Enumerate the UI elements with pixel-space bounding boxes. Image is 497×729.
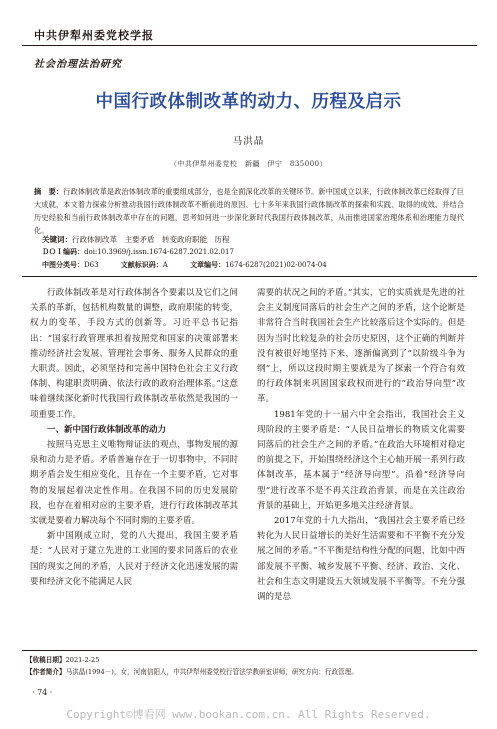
- clc-label: 中图分类号：: [42, 260, 84, 269]
- doi-label: ＤＯＩ编码：: [42, 247, 84, 256]
- body-paragraph: 需要的状况之间的矛盾。”其实，它的实质就是先进的社会主义制度同落后的社会生产之间的矛盾，这个论断是非常符合当时我国社会生产比较落后这个实际的。但是因为当时比较复杂的社会历史原因，这个正确的判断并没有被很好地坚持下来，逐渐偏离到了“以阶级斗争为纲”上，所以这段时期主要就是为了探索一个符合有效的行政体制来巩固国家政权而进行的“政治导向型”改革。: [257, 288, 465, 405]
- doi-value: doi:10.3969/j.issn.1674-6287.2021.02.017: [84, 248, 234, 256]
- journal-name: 中共伊犁州委党校学报: [34, 29, 154, 42]
- doc-code-label: 文献标识码：: [120, 260, 163, 269]
- abstract-rule: [22, 276, 477, 277]
- keywords-text: 行政体制改革 主要矛盾 转变政府职能 历程: [72, 235, 230, 244]
- author-bio-label: 【作者简介】: [26, 668, 66, 676]
- body-paragraph: 按照马克思主义唯物辩证法的观点，事物发展的源泉和动力是矛盾。矛盾普遍存在于一切事物中，不同时期矛盾会发生相应变化，且存在一个主要矛盾，它对事物的发展起着决定性作用。在我国不同的历史发展阶段，也存在着相对应的主要矛盾，进行行政体制改革其实就是要着力解决每个不同时期的主要矛盾。: [30, 440, 238, 527]
- author-name: 马洪晶: [232, 136, 265, 147]
- watermark: Copyright©博看网 www.bookan.com.cn. All Rights Reserved.: [66, 708, 431, 721]
- body-paragraph: 1981年党的十一届六中全会指出，我国社会主义现阶段的主要矛盾是：“人民日益增长的物质文化需要同落后的社会生产之间的矛盾。”在政治大环境相对稳定的前提之下，开始围绕经济这个主心轴开展一系列行政体制改革，基本属于“经济导向型”。沿着“经济导向型”进行改革不是不再关注政治背景，而是在关注政治背景的基础上，开始更多地关注经济背景。: [257, 409, 465, 511]
- footnote-author: [26, 667, 358, 678]
- classification-line: [42, 260, 347, 270]
- footnote-received: [26, 655, 99, 666]
- article-no-value: 1674-6287(2021)02-0074-04: [225, 261, 327, 269]
- body-paragraph: 2017年党的十九大指出，“我国社会主要矛盾已经转化为人民日益增长的美好生活需要和不平衡不充分发展之间的矛盾。”不平衡是结构性分配的问题，比如中西部发展不平衡、城乡发展不平衡、经济、政治、文化、社会和生态文明建设五大领域发展不平衡等。不充分强调的是总: [257, 516, 465, 603]
- body-paragraph: 行政体制改革是对行政体制各个要素以及它们之间关系的革新，包括机构数量的调整，政府职能的转变，权力的变革，手段方式的创新等。习近平总书记指出：“国家行政管理承担着按照党和国家的决策部署来推动经济社会发展、管理社会事务、服务人民群众的重大职责。因此，必须坚持和完善中国特色社会主义行政体制、构建职责明确、依法行政的政府治理体系。”这意味着继续深化新时代我国行政体制改革依然是我国的一项重要工作。: [30, 288, 238, 420]
- body-column-right: [257, 286, 465, 605]
- keywords: [42, 234, 230, 245]
- clc-value: D63: [84, 261, 99, 269]
- section-label: 社会治理法治研究: [34, 59, 122, 70]
- body-paragraph: 新中国刚成立时，党的八大提出，我国主要矛盾是：“人民对于建立先进的工业国的要求同落后的农业国的现实之间的矛盾，人民对于经济文化迅速发展的需要和经济文化不能满足人民: [30, 531, 238, 587]
- abstract-label: 摘 要：: [34, 187, 64, 196]
- keywords-label: 关键词：: [42, 235, 72, 244]
- abstract-text: 行政体制改革是政治体制改革的重要组成部分，也是全面深化改革的关键环节。新中国成立以来，行政体制改革已经取得了巨大成就，本文着力探索分析推动我国行政体制改革不断前进的原因、七十多年来我国行政体制改革的探索和实践、取得的成效、并结合历史经验和当前行政体制改革中存在的问题，思考如何进一步深化新时代我国行政体制改革，从而推进国家治理体系和治理能力现代化。: [34, 187, 464, 235]
- page-number: · 74 ·: [32, 688, 53, 697]
- article-no-label: 文章编号：: [190, 260, 226, 269]
- body-column-left: [30, 286, 238, 590]
- doc-code-value: A: [162, 261, 168, 269]
- doi: [42, 247, 234, 257]
- section-heading: 一、新中国行政体制改革的动力: [47, 424, 167, 435]
- author-affiliation: （中共伊犁州委党校 新疆 伊宁 835000）: [169, 160, 328, 168]
- received-label: 【收稿日期】: [26, 656, 66, 664]
- header-rule: [22, 45, 477, 46]
- received-date: 2021-2-25: [65, 656, 100, 664]
- footnote-rule: [22, 650, 477, 651]
- article-title: 中国行政体制改革的动力、历程及启示: [95, 92, 402, 112]
- author-bio: 马洪晶(1994－)，女，河南信阳人，中共伊犁州委党校行管法学教研室讲师，研究方向：行政管理。: [65, 668, 358, 676]
- abstract: [34, 185, 464, 237]
